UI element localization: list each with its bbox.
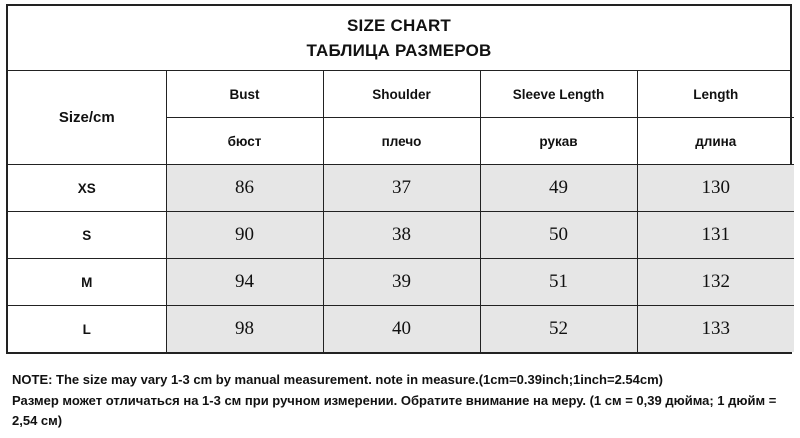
bust-value: 90 [166,212,323,259]
table-row [8,212,794,259]
note-ru: Размер может отличаться на 1-3 см при ручном измерении. Обратите внимание на меру. (1 см = 0,39 дюйма; 1 дюйм = 2,54 см) [12,392,777,428]
chart-title-en: SIZE CHART [347,16,451,35]
bust-value: 86 [166,165,323,212]
size-label: M [8,259,166,306]
column-header-shoulder: Shoulder [323,71,480,118]
note-en: NOTE: The size may vary 1-3 cm by manual measurement. note in measure.(1cm=0.39inch;1inch=2.54cm) [12,372,663,387]
sleeve-length-value: 50 [480,212,637,259]
size-table [8,71,794,352]
bust-value: 98 [166,306,323,353]
sleeve-length-value: 52 [480,306,637,353]
column-header-sleeve-length: Sleeve Length [480,71,637,118]
column-header-shoulder-ru: плечо [323,118,480,165]
column-header-length-ru: длина [637,118,794,165]
chart-title-ru: ТАБЛИЦА РАЗМЕРОВ [306,41,492,60]
shoulder-value: 38 [323,212,480,259]
column-header-length: Length [637,71,794,118]
size-label: S [8,212,166,259]
shoulder-value: 37 [323,165,480,212]
sleeve-length-value: 51 [480,259,637,306]
chart-title [8,6,790,71]
column-header-sleeve-length-ru: рукав [480,118,637,165]
table-row [8,259,794,306]
column-header-bust: Bust [166,71,323,118]
bust-value: 94 [166,259,323,306]
size-label: XS [8,165,166,212]
length-value: 130 [637,165,794,212]
size-column-header: Size/cm [8,71,166,165]
measurement-note [12,370,788,432]
table-row [8,165,794,212]
shoulder-value: 40 [323,306,480,353]
sleeve-length-value: 49 [480,165,637,212]
length-value: 132 [637,259,794,306]
size-label: L [8,306,166,353]
table-row [8,306,794,353]
size-chart [6,4,792,354]
length-value: 133 [637,306,794,353]
shoulder-value: 39 [323,259,480,306]
header-row-en [8,71,794,118]
column-header-bust-ru: бюст [166,118,323,165]
length-value: 131 [637,212,794,259]
